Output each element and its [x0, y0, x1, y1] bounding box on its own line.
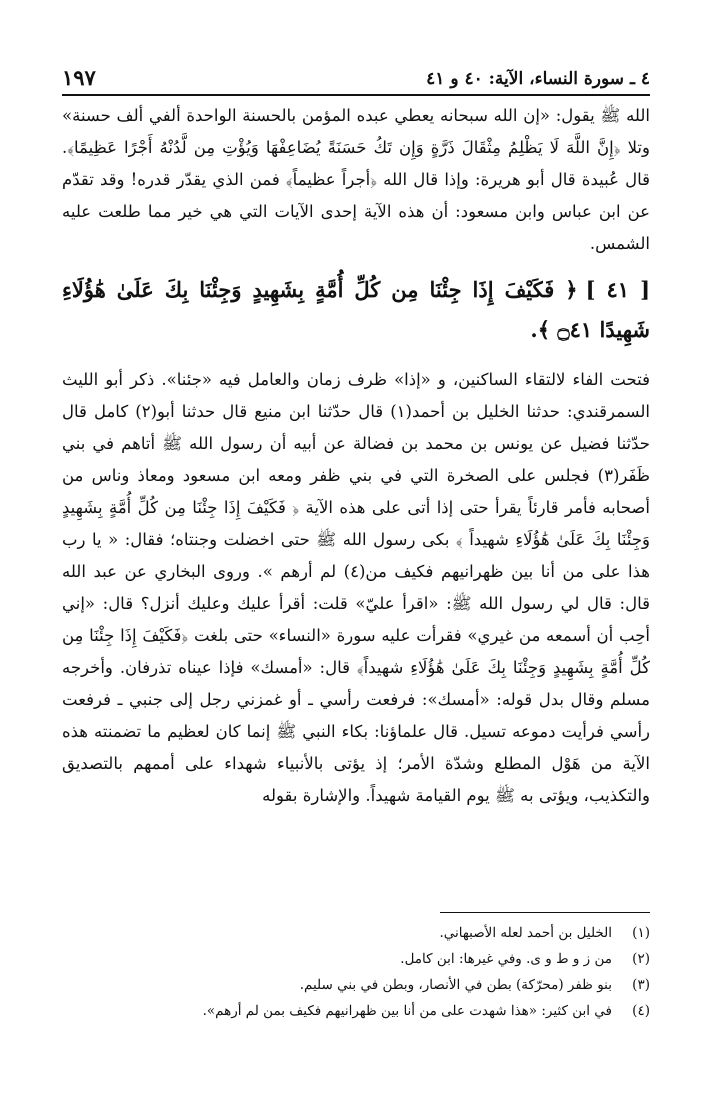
footnote-number: (١): [632, 925, 650, 941]
footnote-divider: [440, 912, 650, 913]
footnote: [62, 920, 650, 946]
footnotes: [62, 920, 650, 1024]
verse-text: ﴿ فَكَيْفَ إِذَا جِئْنَا مِن كُلِّ أُمَّةٍ بِشَهِيدٍ وَجِئْنَا بِكَ عَلَىٰ هَٰؤُلَاءِ شَهِيدًا ۝٤١ ﴾.: [62, 277, 650, 342]
footnote-text: في ابن كثير: «هذا شهدت على من أنا بين ظهرانيهم فكيف بمن لم أرهم».: [202, 1003, 612, 1019]
footnote-text: من ز و ط و ى. وفي غيرها: ابن كامل.: [400, 951, 612, 967]
footnote: [62, 998, 650, 1024]
footnote-number: (٣): [632, 977, 650, 993]
footnote-text: الخليل بن أحمد لعله الأصبهاني.: [439, 925, 612, 941]
footnote: [62, 972, 650, 998]
verse-heading: [62, 270, 650, 350]
verse-block: [62, 270, 650, 350]
footnote-number: (٤): [632, 1003, 650, 1019]
page-number: ١٩٧: [62, 65, 96, 90]
footnote-number: (٢): [632, 951, 650, 967]
verse-number: [ ٤١ ]: [585, 277, 651, 302]
paragraph: الله ﷺ يقول: «إن الله سبحانه يعطي عبده المؤمن بالحسنة الواحدة ألفي ألف حسنة» وتلا ﴿إِنَّ اللَّهَ لَا يَظْلِمُ مِثْقَالَ ذَرَّةٍ وَإِن تَكُ حَسَنَةً يُضَاعِفْهَا وَيُؤْتِ مِن لَّدُنْهُ أَجْرًا عَظِيمًا﴾. قال عُبيدة قال أبو هريرة: وإذا قال الله ﴿أجراً عظيماً﴾ فمن الذي يقدّر قدره! وقد تقدّم عن ابن عباس وابن مسعود: أن هذه الآية إحدى الآيات التي هي خير مما طلعت عليه الشمس.: [62, 106, 650, 253]
footnote-text: بنو ظفر (محرّكة) بطن في الأنصار، وبطن في بني سليم.: [299, 977, 612, 993]
main-text: [62, 100, 650, 812]
running-title: ٤ ـ سورة النساء، الآية: ٤٠ و ٤١: [426, 69, 650, 89]
paragraph: فتحت الفاء لالتقاء الساكنين، و «إذا» ظرف زمان والعامل فيه «جئنا». ذكر أبو الليث السمرقندي: حدثنا الخليل بن أحمد(١) قال حدّثنا ابن منيع قال حدثنا أبو(٢) كامل قال حدّثنا فضيل عن يونس بن محمد بن فضالة عن أبيه أن رسول الله ﷺ أتاهم في بني ظَفَر(٣) فجلس على الصخرة التي في بني ظفر ومعه ابن مسعود ومعاذ وناس من أصحابه فأمر قارئاً يقرأ حتى إذا أتى على هذه الآية ﴿ فَكَيْفَ إِذَا جِئْنَا مِن كُلِّ أُمَّةٍ بِشَهِيدٍ وَجِئْنَا بِكَ عَلَىٰ هَٰؤُلَاءِ شهيداً ﴾ بكى رسول الله ﷺ حتى اخضلت وجنتاه؛ فقال: « يا رب هذا على من أنا بين ظهرانيهم فكيف من(٤) لم أرهم ». وروى البخاري عن عبد الله قال: قال لي رسول الله ﷺ: «اقرأ عليّ» قلت: أقرأ عليك وعليك أنزل؟ قال: «إني أحِب أن أسمعه من غيري» فقرأت عليه سورة «النساء» حتى بلغت ﴿فَكَيْفَ إِذَا جِئْنَا مِن كُلِّ أُمَّةٍ بِشَهِيدٍ وَجِئْنَا بِكَ عَلَىٰ هَٰؤُلَاءِ شهيداً﴾ قال: «أمسك» فإذا عيناه تذرفان. وأخرجه مسلم وقال بدل قوله: «أمسك»: فرفعت رأسي ـ أو غمزني رجل إلى جنبي ـ فرفعت رأسي فرأيت دموعه تسيل. قال علماؤنا: بكاء النبي ﷺ إنما كان لعظيم ما تضمنته هذه الآية من هَوْل المطلع وشدّة الأمر؛ إذ يؤتى بالأنبياء شهداء على أممهم بالتصديق والتكذيب، ويؤتى به ﷺ يوم القيامة شهيداً. والإشارة بقوله: [62, 370, 651, 805]
page-header: [62, 62, 650, 96]
footnote: [62, 946, 650, 972]
